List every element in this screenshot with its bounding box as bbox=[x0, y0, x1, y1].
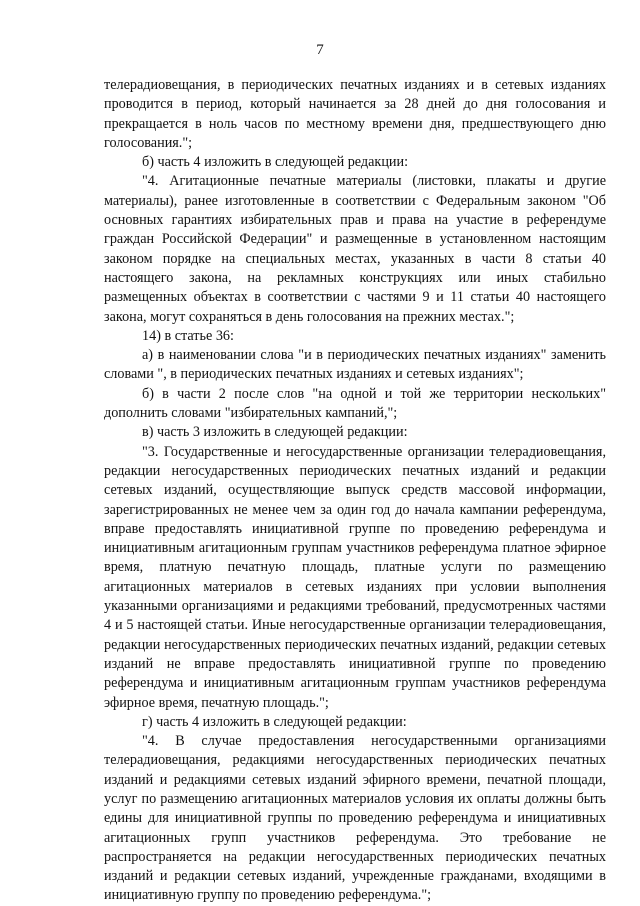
paragraph-article-36-heading: 14) в статье 36: bbox=[142, 327, 234, 344]
paragraph-part-3-text: "3. Государственные и негосударственные организации телерадиовещания, редакции негосударственных периодических печатных изданий и редакции сетевых изданий, осуществляющие выпуск средств массовой информации, зарегистрированных не менее чем за один год до начала кампании референдума, вправе предоставлять инициативной группе по проведению референдума и инициативным агитационным группам участников референдума платное эфирное время, платную печатную площадь, платные услуги по размещению агитационных материалов в сетевых изданиях при условии выполнения указанными организациями и редакциями требований, предусмотренных частями 4 и 5 настоящей статьи. Иные негосударственные организации телерадиовещания, редакции негосударственных периодических печатных изданий, редакции сетевых изданий не вправе предоставлять инициативной группе по проведению референдума и инициативным агитационным группам участников референдума эфирное время, печатную площадь."; bbox=[104, 443, 606, 711]
paragraph-part-4-text: "4. Агитационные печатные материалы (листовки, плакаты и другие материалы), ранее изготовленные в соответствии с Федеральным законом "Об основных гарантиях избирательных прав и права на участие в референдуме граждан Российской Федерации" и размещенные в установленном настоящим законом порядке на специальных местах, указанных в части 8 статьи 40 настоящего закона, на рекламных конструкциях или иных стабильно размещенных объектах в соответствии с частями 9 и 11 статьи 40 настоящего закона, могут сохраняться в день голосования на прежних местах."; bbox=[104, 173, 606, 325]
paragraph-item-g-heading: г) часть 4 изложить в следующей редакции: bbox=[142, 713, 407, 730]
paragraph-item-a: а) в наименовании слова "и в периодических печатных изданиях" заменить словами ", в периодических печатных изданиях и сетевых изданиях"; bbox=[104, 347, 606, 383]
paragraph-continuation: телерадиовещания, в периодических печатных изданиях и в сетевых изданиях проводится в период, который начинается за 28 дней до дня голосования и прекращается в ноль часов по местному времени дня, предшествующего дню голосования."; bbox=[104, 77, 606, 151]
page-number: 7 bbox=[316, 42, 324, 58]
paragraph-item-b-heading: б) часть 4 изложить в следующей редакции: bbox=[142, 154, 409, 171]
paragraph-part-4-new-text: "4. В случае предоставления негосударственными организациями телерадиовещания, редакциями негосударственных периодических печатных изданий и редакциями сетевых изданий эфирного времени, печатной площади, услуг по размещению агитационных материалов условия их оплаты должны быть едины для инициативной группы по проведению референдума и инициативных агитационных групп участников референдума. Это требование не распространяется на редакции негосударственных периодических печатных изданий и редакции сетевых изданий, учрежденные гражданами, входящими в инициативную группу по проведению референдума."; bbox=[104, 733, 606, 904]
document-body bbox=[104, 76, 606, 906]
paragraph-item-b: б) в части 2 после слов "на одной и той же территории нескольких" дополнить словами "избирательных кампаний,"; bbox=[104, 385, 606, 422]
paragraph-item-v-heading: в) часть 3 изложить в следующей редакции: bbox=[142, 424, 408, 441]
